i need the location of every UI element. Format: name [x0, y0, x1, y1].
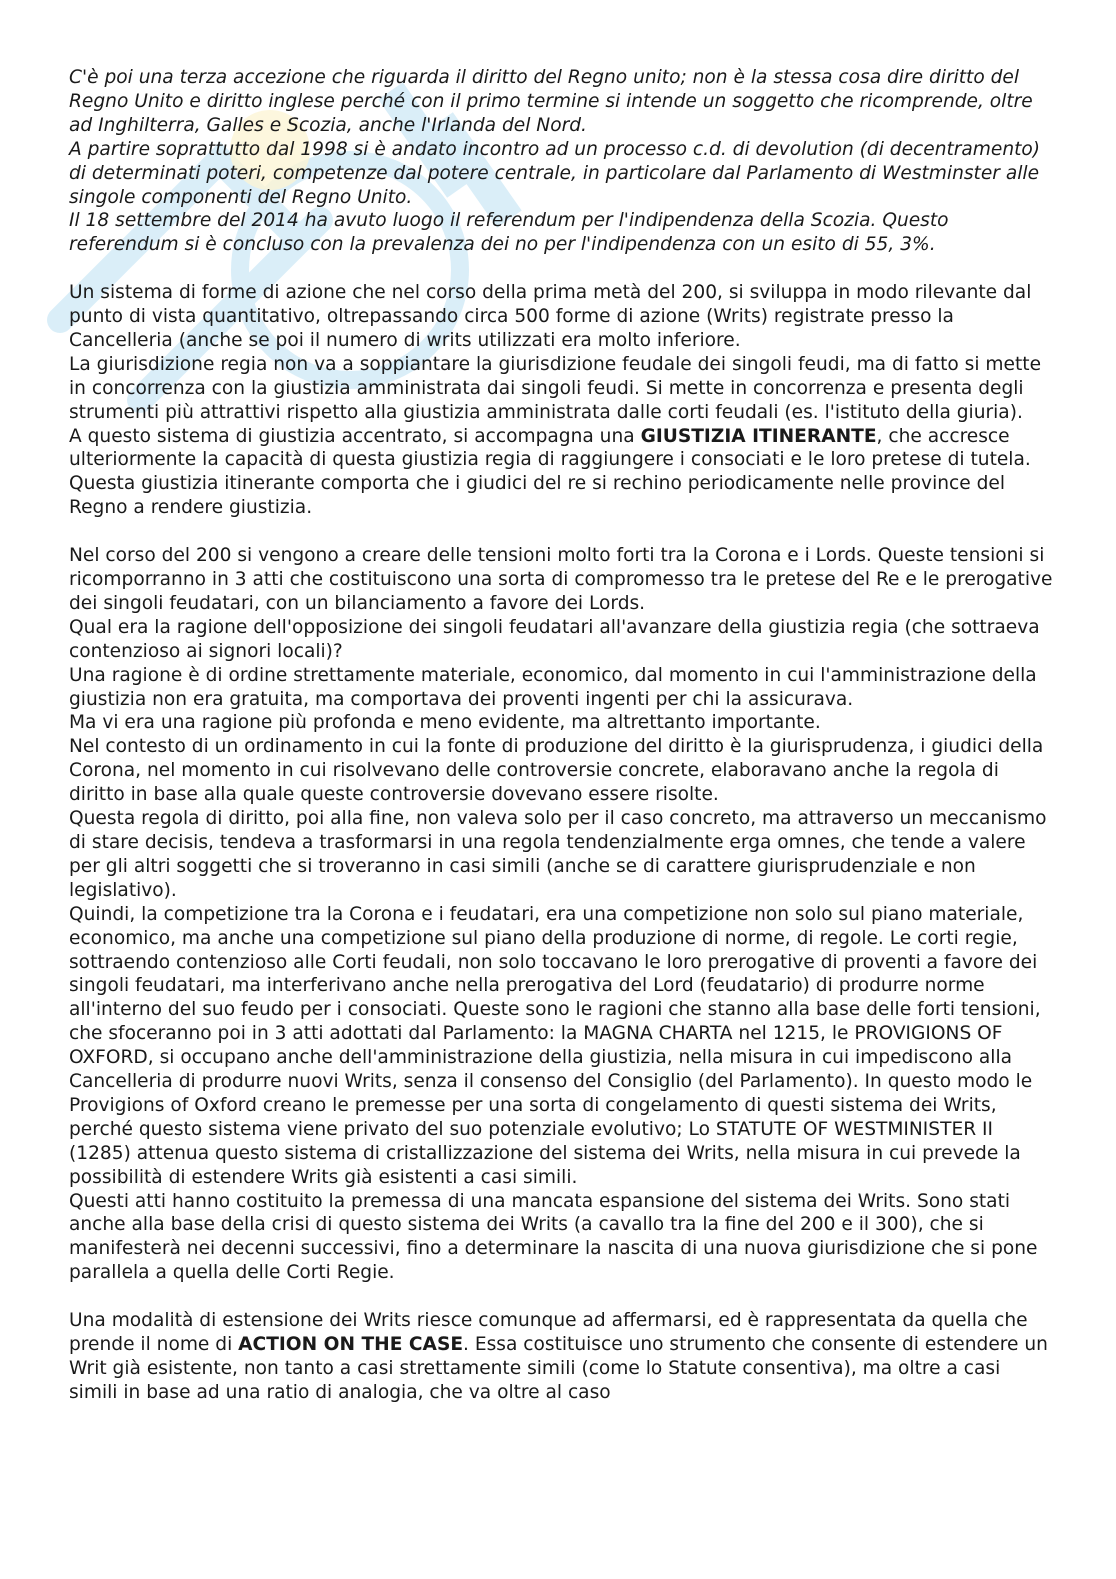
intro-section: [69, 66, 1054, 257]
bold-term: GIUSTIZIA ITINERANTE: [640, 425, 877, 447]
text-run: , che accresce ulteriormente la capacità di questa giustizia regia di raggiungere i consociati e le loro pretese di tutela. Questa giustizia itinerante comporta che i giudici del re si rechino periodicamente nelle province del Regno a rendere giustizia.: [69, 425, 1031, 519]
body-paragraph: Una ragione è di ordine strettamente materiale, economico, dal momento in cui l'amministrazione della giustizia non era gratuita, ma comportava dei proventi ingenti per chi la assicurava.: [69, 664, 1037, 710]
intro-paragraph: C'è poi una terza accezione che riguarda il diritto del Regno unito; non è la stessa cosa dire diritto del Regno Unito e diritto inglese perché con il primo termine si intende un soggetto che ricomprende, oltre ad Inghilterra, Galles e Scozia, anche l'Irlanda del Nord.: [69, 67, 1033, 136]
body-paragraph: La giurisdizione regia non va a soppiantare la giurisdizione feudale dei singoli feudi, ma di fatto si mette in concorrenza con la giustizia amministrata dai singoli feudi. Si mette in concorrenza e presenta degli strumenti più attrattivi rispetto alla giustizia amministrata dalle corti feudali (es. l'istituto della giuria).: [69, 353, 1042, 423]
writs-system-section: [69, 281, 1054, 520]
intro-paragraph: A partire soprattutto dal 1998 si è andato incontro ad un processo c.d. di devolution (di decentramento) di determinati poteri, competenze dal potere centrale, in particolare dal Parlamento di Westminster alle singole componenti del Regno Unito.: [69, 138, 1041, 208]
body-paragraph: Nel contesto di un ordinamento in cui la fonte di produzione del diritto è la giurisprudenza, i giudici della Corona, nel momento in cui risolvevano delle controversie concrete, elaboravano anche la regola di diritto in base alla quale queste controversie dovevano essere risolte.: [69, 736, 1044, 806]
body-paragraph: Quindi, la competizione tra la Corona e i feudatari, era una competizione non solo sul piano materiale, economico, ma anche una competizione sul piano della produzione di norme, di regole. Le corti regie, sottraendo contenzioso alle Corti feudali, non solo toccavano le loro prerogative di proventi a favore dei singoli feudatari, ma interferivano anche nella prerogativa del Lord (feudatario) di produrre norme all'interno del suo feudo per i consociati. Queste sono le ragioni che stanno alla base delle forti tensioni, che sfoceranno poi in 3 atti adottati dal Parlamento: la MAGNA CHARTA nel 1215, le PROVIGIONS OF OXFORD, si occupano anche dell'amministrazione della giustizia, nella misura in cui impediscono alla Cancelleria di produrre nuovi Writs, senza il consenso del Consiglio (del Parlamento). In questo modo le Provigions of Oxford creano le premesse per una sorta di congelamento di questi sistema dei Writs, perché questo sistema viene privato del suo potenziale evolutivo; Lo STATUTE OF WESTMINISTER II (1285) attenua questo sistema di cristallizzazione del sistema dei Writs, nella misura in cui prevede la possibilità di estendere Writs già esistenti a casi simili.: [69, 903, 1041, 1188]
body-paragraph: Qual era la ragione dell'opposizione dei singoli feudatari all'avanzare della giustizia regia (che sottraeva contenzioso ai signori locali)?: [69, 616, 1040, 662]
paragraph-gap: [69, 1285, 1054, 1309]
tensions-section: [69, 544, 1054, 1285]
intro-paragraph: Il 18 settembre del 2014 ha avuto luogo il referendum per l'indipendenza della Scozia. Questo referendum si è concluso con la prevalenza dei no per l'indipendenza con un esito di 55, 3%.: [69, 210, 949, 256]
body-paragraph: Nel corso del 200 si vengono a creare delle tensioni molto forti tra la Corona e i Lords. Queste tensioni si ricomporranno in 3 atti che costituiscono una sorta di compromesso tra le pretese del Re e le prerogative dei singoli feudatari, con un bilanciamento a favore dei Lords.: [69, 545, 1053, 614]
paragraph-gap: [69, 257, 1054, 281]
body-paragraph: Un sistema di forme di azione che nel corso della prima metà del 200, si sviluppa in modo rilevante dal punto di vista quantitativo, oltrepassando circa 500 forme di azione (Writs) registrate presso la Cancelleria (anche se poi il numero di writs utilizzati era molto inferiore.: [69, 282, 1032, 351]
body-paragraph: Questi atti hanno costituito la premessa di una mancata espansione del sistema dei Writs. Sono stati anche alla base della crisi di questo sistema dei Writs (a cavallo tra la fine del 200 e il 300), che si manifesterà nei decenni successivi, fino a determinare la nascita di una nuova giurisdizione che si pone parallela a quella delle Corti Regie.: [69, 1190, 1038, 1284]
text-run: A questo sistema di giustizia accentrato, si accompagna una: [69, 425, 641, 447]
text-run: Una modalità di estensione dei Writs riesce comunque ad affermarsi, ed è rappresentata da quella che prende il nome di: [69, 1310, 1028, 1355]
body-paragraph: Ma vi era una ragione più profonda e meno evidente, ma altrettanto importante.: [69, 712, 821, 734]
document-body: [69, 66, 1054, 1405]
body-paragraph: Questa regola di diritto, poi alla fine, non valeva solo per il caso concreto, ma attraverso un meccanismo di stare decisis, tendeva a trasformarsi in una regola tendenzialmente erga omnes, che tende a valere per gli altri soggetti che si troveranno in casi simili (anche se di carattere giurisprudenziale e non legislativo).: [69, 808, 1047, 901]
paragraph-gap: [69, 520, 1054, 544]
bold-term: ACTION ON THE CASE: [238, 1333, 464, 1355]
text-run: . Essa costituisce uno strumento che consente di estendere un Writ già esistente, non tanto a casi strettamente simili (come lo Statute consentiva), ma oltre a casi simili in base ad una ratio di analogia, che va oltre al caso: [69, 1333, 1048, 1403]
body-paragraph: [69, 425, 1054, 521]
action-on-the-case-section: [69, 1309, 1054, 1405]
body-paragraph: [69, 1309, 1054, 1405]
